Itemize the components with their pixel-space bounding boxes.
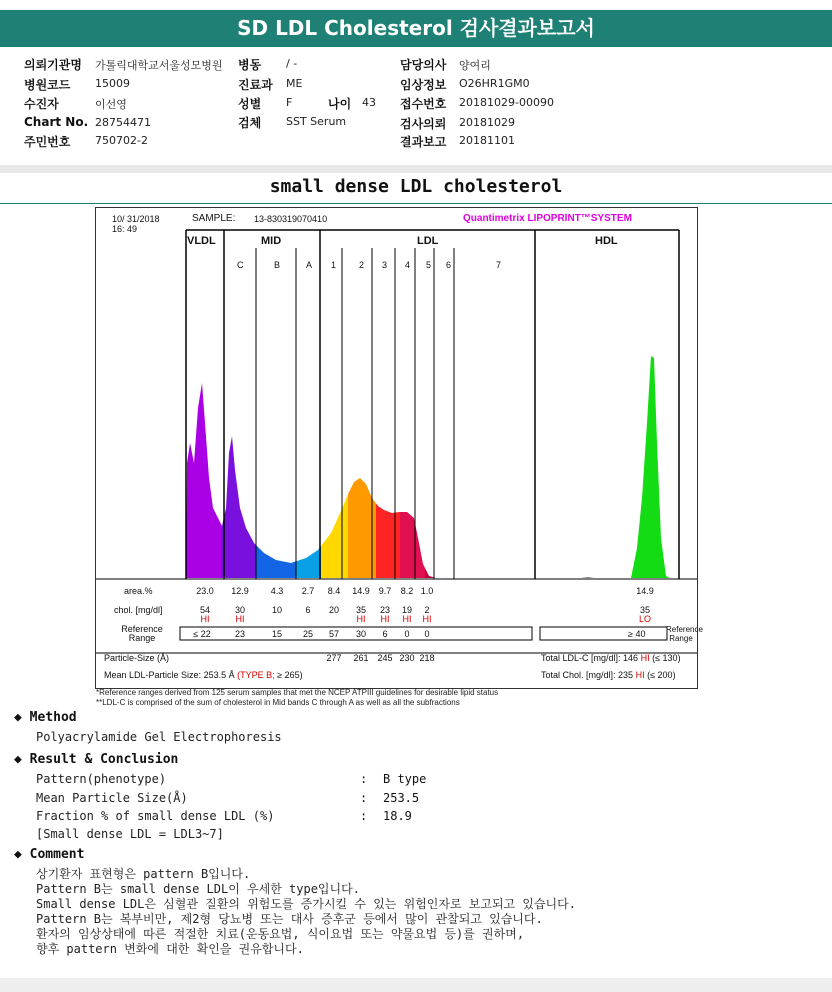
mean-size-row (104, 670, 303, 680)
mean-size-value: 253.5 Å (203, 670, 235, 680)
comment-title: Comment (29, 847, 85, 862)
ref-label-right (666, 625, 703, 643)
doctor-label: 담당의사 (400, 58, 447, 72)
area-b: 4.3 (270, 586, 284, 596)
particle-2: 261 (353, 653, 369, 663)
total-ldl-label: Total LDL-C [mg/dl]: (541, 653, 621, 663)
ref-label-right-line1: Reference (666, 625, 703, 634)
report-date: 10/ 31/2018 (112, 214, 160, 224)
comment-line: Pattern B는 small dense LDL이 우세한 type입니다. (36, 882, 360, 896)
chol-c: 30 (234, 605, 245, 615)
lipoprint-report (95, 207, 703, 689)
band-6: 6 (446, 260, 452, 270)
sex-value: F (286, 96, 293, 109)
report-title: SD LDL Cholesterol 검사결과보고서 (0, 10, 832, 47)
band-3: 3 (382, 260, 388, 270)
band-b: B (274, 260, 281, 270)
sample-value: 13-830319070410 (254, 214, 328, 224)
band-2: 2 (359, 260, 365, 270)
result-heading (14, 752, 178, 767)
total-ldl-value: 146 (623, 653, 639, 663)
result-label-pattern: Pattern(phenotype) (36, 772, 167, 786)
clinical-value: O26HR1GM0 (459, 77, 530, 90)
chol-4: 19 (401, 605, 412, 615)
ref-c: 23 (234, 629, 245, 639)
band-c: C (237, 260, 244, 270)
band-a: A (306, 260, 313, 270)
sex-label: 성별 (238, 97, 262, 111)
result-value-size: 253.5 (383, 791, 420, 805)
particle-3: 245 (377, 653, 393, 663)
area-a: 2.7 (301, 586, 315, 596)
ref-5: 0 (424, 629, 430, 639)
specimen-value: SST Serum (286, 115, 347, 128)
dept-label: 진료과 (238, 78, 273, 92)
total-ldl-ref: (≤ 130) (652, 653, 681, 663)
header-hdl: HDL (595, 235, 618, 247)
id-value: 750702-2 (95, 134, 148, 147)
ref-label-right-line2: Range (669, 634, 693, 643)
receipt-label: 접수번호 (400, 97, 447, 111)
flag-5: HI (422, 614, 432, 624)
ward-label: 병동 (238, 58, 262, 72)
chol-3: 23 (379, 605, 390, 615)
flag-hdl: LO (638, 614, 651, 624)
total-chol-row (541, 670, 676, 680)
particle-5: 218 (419, 653, 435, 663)
request-label: 검사의뢰 (400, 117, 447, 131)
hospital-value: 가톨릭대학교서울성모병원 (95, 59, 223, 72)
colon: : (360, 772, 368, 786)
ref-label-line2: Range (128, 633, 156, 643)
ref-3: 6 (382, 629, 388, 639)
chol-label: chol. [mg/dl] (114, 605, 163, 615)
chol-hdl: 35 (639, 605, 650, 615)
footnote-2: **LDL-C is comprised of the sum of cholesterol in Mid bands C through A as well as all the subfractions (96, 698, 460, 707)
chol-2: 35 (355, 605, 366, 615)
band-5: 5 (426, 260, 432, 270)
separator-band (0, 165, 832, 173)
ref-label (114, 625, 170, 643)
ref-vldl: ≤ 22 (193, 629, 211, 639)
report-date-value: 20181101 (459, 134, 515, 147)
header-ldl: LDL (417, 235, 439, 247)
diamond-icon: ◆ (14, 752, 22, 767)
total-chol-value: 235 (618, 670, 634, 680)
total-chol-label: Total Chol. [mg/dl]: (541, 670, 616, 680)
band-1: 1 (331, 260, 337, 270)
mean-size-type: (TYPE B; (237, 670, 275, 680)
report-date-label: 결과보고 (400, 135, 447, 149)
result-note: [Small dense LDL = LDL3~7] (36, 827, 224, 841)
patient-info (0, 47, 832, 166)
flag-c: HI (235, 614, 245, 624)
total-ldl-row (541, 653, 681, 663)
result-value-fraction: 18.9 (383, 809, 412, 823)
ref-a: 25 (302, 629, 313, 639)
chol-5: 2 (424, 605, 430, 615)
dept-value: ME (286, 77, 303, 90)
flag-2: HI (356, 614, 366, 624)
area-4: 8.2 (400, 586, 414, 596)
ref-label-line1: Reference (121, 624, 163, 634)
mean-size-ref: ≥ 265) (277, 670, 303, 680)
ref-2: 30 (355, 629, 366, 639)
total-ldl-flag: HI (640, 653, 650, 663)
header-mid: MID (261, 235, 282, 247)
particle-1: 277 (326, 653, 342, 663)
band-7: 7 (496, 260, 502, 270)
footnote-1: *Reference ranges derived from 125 serum samples that met the NCEP ATPIII guidelines for desirable lipid status (96, 688, 499, 697)
band-4: 4 (405, 260, 411, 270)
particle-label: Particle-Size (Å) (104, 653, 170, 663)
patient-value: 이선영 (95, 98, 127, 111)
area-3: 9.7 (378, 586, 392, 596)
chol-1: 20 (328, 605, 339, 615)
flag-vldl: HI (200, 614, 210, 624)
code-label: 병원코드 (24, 78, 71, 92)
area-hdl: 14.9 (636, 586, 654, 596)
comment-line: Pattern B는 복부비만, 제2형 당뇨병 또는 대사 증후군 등에서 많이 관찰되고 있습니다. (36, 912, 543, 926)
comment-line: 향후 pattern 변화에 대한 확인을 권유합니다. (36, 942, 304, 956)
header-vldl: VLDL (187, 235, 216, 247)
area-vldl: 23.0 (196, 586, 214, 596)
mean-size-label: Mean LDL-Particle Size: (104, 670, 202, 680)
comment-line: Small dense LDL은 심혈관 질환의 위험도를 증가시킬 수 있는 위험인자로 보고되고 있습니다. (36, 897, 576, 911)
area-label: area.% (124, 586, 153, 596)
clinical-label: 임상정보 (400, 78, 447, 92)
age-value: 43 (362, 96, 376, 109)
comment-heading (14, 847, 84, 862)
ref-1: 57 (328, 629, 339, 639)
result-label-fraction: Fraction % of small dense LDL (%) (36, 809, 275, 823)
method-title: Method (29, 710, 77, 725)
code-value: 15009 (95, 77, 130, 90)
flag-3: HI (380, 614, 390, 624)
ref-4: 0 (404, 629, 410, 639)
specimen-label: 검체 (238, 116, 262, 130)
comment-line: 상기환자 표현형은 pattern B입니다. (36, 867, 251, 881)
chart-value: 28754471 (95, 116, 151, 129)
result-value-pattern: B type (383, 772, 427, 786)
particle-4: 230 (399, 653, 415, 663)
diamond-icon: ◆ (14, 710, 22, 725)
hospital-label: 의뢰기관명 (24, 58, 82, 72)
comment-line: 환자의 임상상태에 따른 적절한 치료(운동요법, 식이요법 또는 약물요법 등)를 권하며, (36, 927, 525, 941)
receipt-value: 20181029-00090 (459, 96, 554, 109)
total-chol-ref: (≤ 200) (647, 670, 676, 680)
diamond-icon: ◆ (14, 847, 22, 862)
area-c: 12.9 (231, 586, 249, 596)
chol-b: 10 (271, 605, 282, 615)
age-label: 나이 (328, 97, 352, 111)
sample-label: SAMPLE: (192, 213, 236, 224)
brand-label: Quantimetrix LIPOPRINT™SYSTEM (463, 213, 632, 224)
result-label-size: Mean Particle Size(Å) (36, 791, 188, 805)
area-1: 8.4 (327, 586, 341, 596)
method-text: Polyacrylamide Gel Electrophoresis (36, 730, 282, 744)
patient-label: 수진자 (24, 97, 59, 111)
area-5: 1.0 (420, 586, 434, 596)
ref-hdl: ≥ 40 (628, 629, 646, 639)
chart-label: Chart No. (24, 115, 89, 129)
chol-a: 6 (305, 605, 311, 615)
colon: : (360, 809, 368, 823)
report-time: 16: 49 (112, 224, 138, 234)
chol-vldl: 54 (199, 605, 210, 615)
id-label: 주민번호 (24, 135, 71, 149)
result-title: Result & Conclusion (29, 752, 179, 767)
request-value: 20181029 (459, 116, 515, 129)
doctor-value: 양여리 (459, 59, 491, 72)
total-chol-flag: HI (635, 670, 645, 680)
section-subtitle: small dense LDL cholesterol (0, 173, 832, 204)
flag-4: HI (402, 614, 412, 624)
ref-b: 15 (271, 629, 282, 639)
colon: : (360, 791, 368, 805)
bottom-band (0, 978, 832, 992)
ward-value: / - (286, 57, 298, 70)
area-2: 14.9 (352, 586, 370, 596)
method-heading (14, 710, 77, 725)
